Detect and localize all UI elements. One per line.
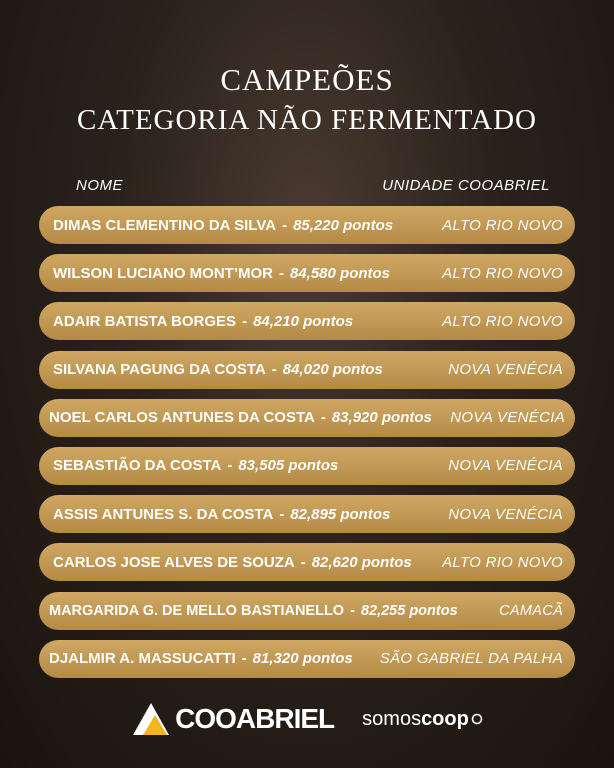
competitor-name: DIMAS CLEMENTINO DA SILVA: [53, 216, 277, 234]
coop-dot-icon: [471, 713, 483, 725]
ranking-row-7: [39, 495, 575, 533]
competitor-unit: NOVA VENÉCIA: [448, 457, 563, 475]
ranking-row-3: [39, 302, 575, 340]
ranking-row-1: [39, 206, 575, 244]
competitor-points: 81,320 pontos: [252, 650, 353, 668]
separator: -: [279, 505, 285, 523]
competitor-unit: ALTO RIO NOVO: [442, 553, 563, 571]
column-header-name: NOME: [76, 177, 123, 194]
separator: -: [278, 264, 284, 282]
competitor-unit: SÃO GABRIEL DA PALHA: [379, 650, 563, 668]
separator: -: [242, 312, 248, 330]
competitor-unit: ALTO RIO NOVO: [442, 312, 563, 330]
competitor-points: 82,255 pontos: [360, 602, 458, 619]
competitor-unit: ALTO RIO NOVO: [442, 216, 563, 234]
coop-prefix: somos: [362, 707, 422, 730]
competitor-points: 84,020 pontos: [282, 361, 383, 379]
competitor-points: 84,210 pontos: [253, 312, 354, 330]
competitor-points: 83,920 pontos: [331, 409, 432, 427]
column-header-unit: UNIDADE COOABRIEL: [382, 177, 550, 194]
competitor-unit: NOVA VENÉCIA: [450, 409, 565, 427]
competitor-name: NOEL CARLOS ANTUNES DA COSTA: [49, 409, 315, 427]
competitor-name: WILSON LUCIANO MONT’MOR: [53, 264, 273, 282]
competitor-points: 85,220 pontos: [293, 216, 394, 234]
page-title: CAMPEÕES: [220, 62, 394, 97]
separator: -: [241, 650, 247, 668]
competitor-name: DJALMIR A. MASSUCATTI: [49, 650, 236, 668]
competitor-points: 82,620 pontos: [311, 553, 412, 571]
cooabriel-logo: [131, 701, 334, 737]
ranking-row-6: [39, 447, 575, 485]
ranking-row-8: [39, 543, 575, 581]
competitor-name: CARLOS JOSE ALVES DE SOUZA: [53, 553, 295, 571]
competitor-points: 83,505 pontos: [238, 457, 339, 475]
competitor-name: ASSIS ANTUNES S. DA COSTA: [53, 505, 274, 523]
competitor-unit: NOVA VENÉCIA: [448, 505, 563, 523]
separator: -: [320, 409, 326, 427]
competitor-unit: NOVA VENÉCIA: [448, 361, 563, 379]
ranking-row-5: [39, 399, 575, 437]
separator: -: [300, 553, 306, 571]
somoscoop-logo: [362, 708, 483, 731]
ranking-row-2: [39, 254, 575, 292]
competitor-unit: CAMACÃ: [499, 602, 563, 619]
separator: -: [271, 361, 277, 379]
competitor-name: SEBASTIÃO DA COSTA: [53, 457, 222, 475]
competitor-points: 84,580 pontos: [289, 264, 391, 282]
separator: -: [227, 457, 233, 475]
competitor-points: 82,895 pontos: [290, 505, 391, 523]
separator: -: [350, 602, 355, 619]
ranking-row-9: [39, 592, 575, 630]
ranking-row-10: [39, 640, 575, 678]
triangle-logo-icon: [131, 701, 171, 737]
competitor-name: ADAIR BATISTA BORGES: [53, 312, 237, 330]
competitor-name: MARGARIDA G. DE MELLO BASTIANELLO: [49, 602, 345, 619]
footer-logos: [0, 694, 614, 744]
competitor-unit: ALTO RIO NOVO: [442, 264, 563, 282]
competitor-name: SILVANA PAGUNG DA COSTA: [53, 361, 266, 379]
brand-name: COOABRIEL: [175, 703, 335, 734]
ranking-list: [39, 206, 575, 688]
separator: -: [282, 216, 288, 234]
ranking-row-4: [39, 351, 575, 389]
coop-suffix: coop: [421, 707, 469, 730]
page-subtitle: CATEGORIA NÃO FERMENTADO: [77, 104, 537, 136]
